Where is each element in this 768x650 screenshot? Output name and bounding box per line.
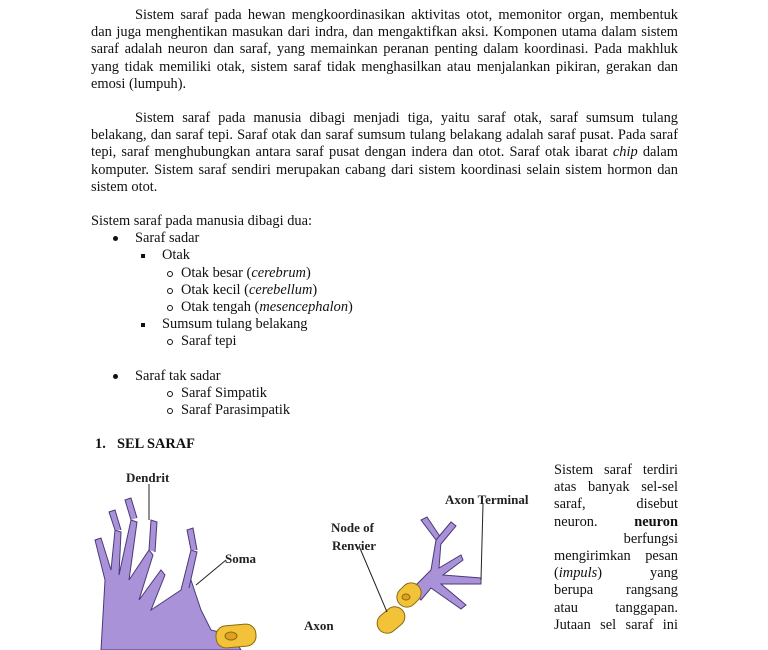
side-line-7-a: (: [554, 565, 559, 582]
side-line-5: berfungsi: [623, 530, 678, 547]
paren-close: ): [312, 281, 318, 298]
dendrites-shape: [95, 498, 241, 650]
side-line-3: saraf, disebut: [554, 496, 678, 513]
paren-close: ): [348, 299, 353, 316]
otak-besar-label: Otak besar (: [181, 264, 252, 281]
side-line-7-italic: impuls: [558, 565, 598, 582]
side-line-1: Sistem saraf terdiri: [554, 462, 678, 478]
list-item-saraf-tak-sadar: Saraf tak sadar: [91, 368, 678, 385]
section-title: SEL SARAF: [117, 436, 195, 453]
otak-kecil-latin: cerebellum: [248, 281, 313, 298]
otak-tengah-latin: mesencephalon: [259, 299, 349, 316]
paragraph-1: Sistem saraf pada hewan mengkoordinasikan aktivitas otot, memonitor organ, membentuk dan juga menghentikan masukan dari indra, dan mengaktifkan aksi. Komponen utama dalam sistem saraf adalah neuron dan saraf, yang memainkan peranan penting dalam koordinasi. Pada makhluk yang tidak memiliki otak, sistem saraf tidak menghasilkan atau menjalankan pikiran, gerakan dan emosi (lumpuh).: [91, 7, 678, 92]
list-item-otak: Otak: [91, 247, 678, 264]
list-item-sumsum: Sumsum tulang belakang: [91, 316, 678, 333]
list-intro: Sistem saraf pada manusia dibagi dua:: [91, 213, 312, 230]
side-line-7: [554, 565, 678, 582]
side-text-column: [554, 462, 678, 634]
side-line-6: mengirimkan pesan: [554, 548, 678, 565]
list-item-otak-tengah: [91, 299, 678, 316]
neuron-diagram: [91, 460, 551, 650]
side-line-10: Jutaan sel saraf ini: [554, 616, 678, 633]
side-line-8: berupa rangsang: [554, 582, 678, 599]
side-line-4-bold: neuron: [634, 513, 678, 530]
side-line-2: atas banyak sel-sel: [554, 479, 678, 496]
section-heading: [91, 436, 678, 453]
label-node-of: Node of: [331, 520, 374, 535]
label-pointers: [149, 484, 483, 612]
list-item-parasimpatik: Saraf Parasimpatik: [91, 402, 678, 419]
list-item-simpatik: Saraf Simpatik: [91, 385, 678, 402]
side-line-9: atau tanggapan.: [554, 599, 678, 616]
paragraph-2-text-a: Sistem saraf pada manusia dibagi menjadi tiga, yaitu saraf otak, saraf sumsum tulang belakang, dan saraf tepi. Saraf otak dan saraf sumsum tulang belakang adalah saraf pusat. Pada saraf tepi, saraf menghubungkan antara saraf pusat dengan indera dan otot. Saraf otak ibarat: [91, 110, 678, 161]
side-line-4-a: neuron.: [554, 513, 598, 530]
section-number: 1.: [95, 436, 106, 453]
side-line-7-b: ) yang: [597, 565, 678, 582]
paragraph-2-italic: chip: [612, 144, 638, 161]
label-axon: Axon: [304, 618, 334, 633]
nerve-list: [91, 230, 678, 419]
paragraph-2: [91, 110, 678, 196]
list-item-saraf-tepi: Saraf tepi: [91, 333, 678, 350]
side-line-4: [554, 514, 678, 531]
list-item-saraf-sadar: Saraf sadar: [91, 230, 678, 247]
label-soma: Soma: [225, 551, 257, 566]
otak-kecil-label: Otak kecil (: [181, 281, 249, 298]
paragraph-2-text-b: dalam komputer. Sistem saraf sendiri merupakan cabang dari sistem koordinasi selain sistem hormon dan sistem otot.: [91, 144, 679, 195]
otak-besar-latin: cerebrum: [251, 264, 306, 281]
otak-tengah-label: Otak tengah (: [181, 299, 260, 316]
list-spacer: [91, 351, 678, 368]
label-dendrit: Dendrit: [126, 470, 170, 485]
list-item-otak-besar: [91, 265, 678, 282]
list-item-otak-kecil: [91, 282, 678, 299]
paren-close: ): [305, 264, 311, 281]
label-axon-terminal: Axon Terminal: [445, 492, 529, 507]
myelin-sheath: [215, 579, 425, 649]
axon-terminal-shape: [411, 517, 481, 609]
label-renvier: Renvier: [332, 538, 377, 553]
